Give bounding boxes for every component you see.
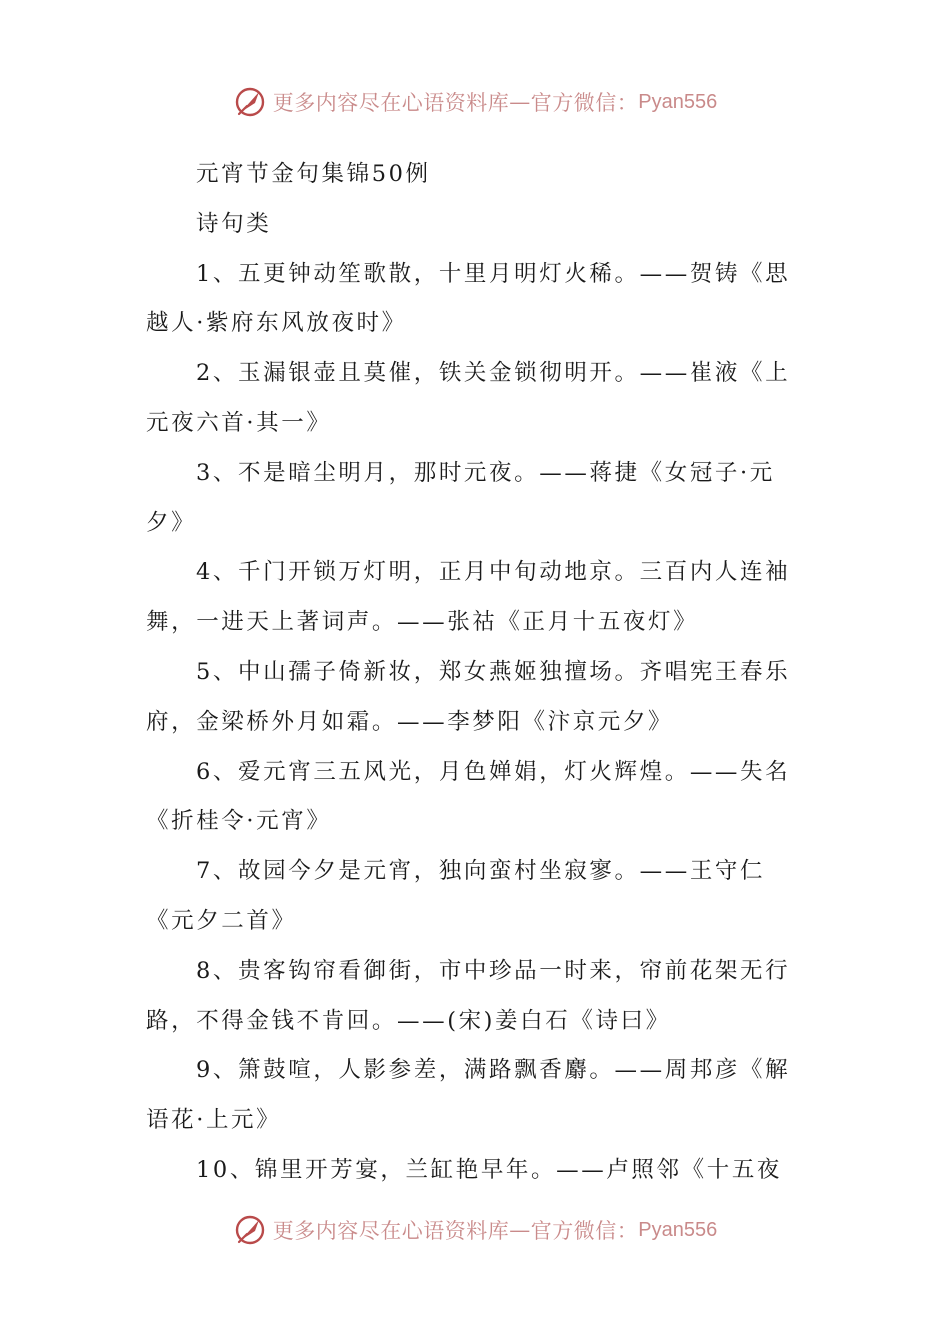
document-body bbox=[146, 150, 806, 1196]
feather-pen-logo-icon bbox=[233, 1213, 267, 1247]
watermark-wechat-id: Pyan556 bbox=[638, 90, 718, 113]
quote-line: 10、锦里开芳宴，兰缸艳早年。——卢照邻《十五夜 bbox=[196, 1156, 783, 1183]
quote-line: 舞，一进天上著词声。——张祜《正月十五夜灯》 bbox=[146, 609, 699, 636]
watermark-wechat-id: Pyan556 bbox=[638, 1218, 718, 1241]
quote-line: 语花·上元》 bbox=[146, 1107, 282, 1134]
quote-line: 4、千门开锁万灯明，正月中旬动地京。三百内人连袖 bbox=[196, 559, 791, 586]
watermark-dash: — bbox=[509, 1218, 531, 1242]
quote-line: 元夜六首·其一》 bbox=[146, 409, 332, 436]
quote-line: 越人·紫府东风放夜时》 bbox=[146, 310, 407, 337]
watermark-brand-text: 更多内容尽在心语资料库 bbox=[272, 1219, 510, 1243]
quote-line: 8、贵客钩帘看御街，市中珍品一时来，帘前花架无行 bbox=[196, 957, 791, 984]
watermark-wechat-label: 官方微信： bbox=[530, 1219, 639, 1243]
quote-line: 府，金梁桥外月如霜。——李梦阳《汴京元夕》 bbox=[146, 708, 674, 735]
watermark-brand-text: 更多内容尽在心语资料库 bbox=[272, 91, 510, 115]
quote-line: 7、故园今夕是元宵，独向蛮村坐寂寥。——王守仁 bbox=[196, 858, 766, 885]
quote-line: 《折桂令·元宵》 bbox=[146, 808, 332, 835]
quote-line: 3、不是暗尘明月，那时元夜。——蒋捷《女冠子·元 bbox=[196, 459, 775, 486]
watermark-banner-top bbox=[0, 80, 950, 124]
quote-line: 1、五更钟动笙歌散，十里月明灯火稀。——贺铸《思 bbox=[196, 260, 791, 287]
feather-pen-logo-icon bbox=[233, 85, 267, 119]
quote-line: 5、中山孺子倚新妆，郑女燕姬独擅场。齐唱宪王春乐 bbox=[196, 658, 791, 685]
watermark-dash: — bbox=[509, 90, 531, 114]
quote-line: 《元夕二首》 bbox=[146, 907, 297, 934]
quote-line: 9、箫鼓喧，人影参差，满路飘香麝。——周邦彦《解 bbox=[196, 1057, 791, 1084]
watermark-banner-bottom bbox=[0, 1208, 950, 1252]
section-heading: 诗句类 bbox=[196, 210, 272, 237]
quote-line: 6、爱元宵三五风光，月色婵娟，灯火辉煌。——失名 bbox=[196, 758, 791, 785]
watermark-wechat-label: 官方微信： bbox=[530, 91, 639, 115]
document-title: 元宵节金句集锦50例 bbox=[196, 161, 431, 187]
quote-line: 路，不得金钱不肯回。——(宋)姜白石《诗曰》 bbox=[146, 1007, 671, 1034]
quote-line: 夕》 bbox=[146, 509, 197, 536]
quote-line: 2、玉漏银壶且莫催，铁关金锁彻明开。——崔液《上 bbox=[196, 360, 791, 387]
